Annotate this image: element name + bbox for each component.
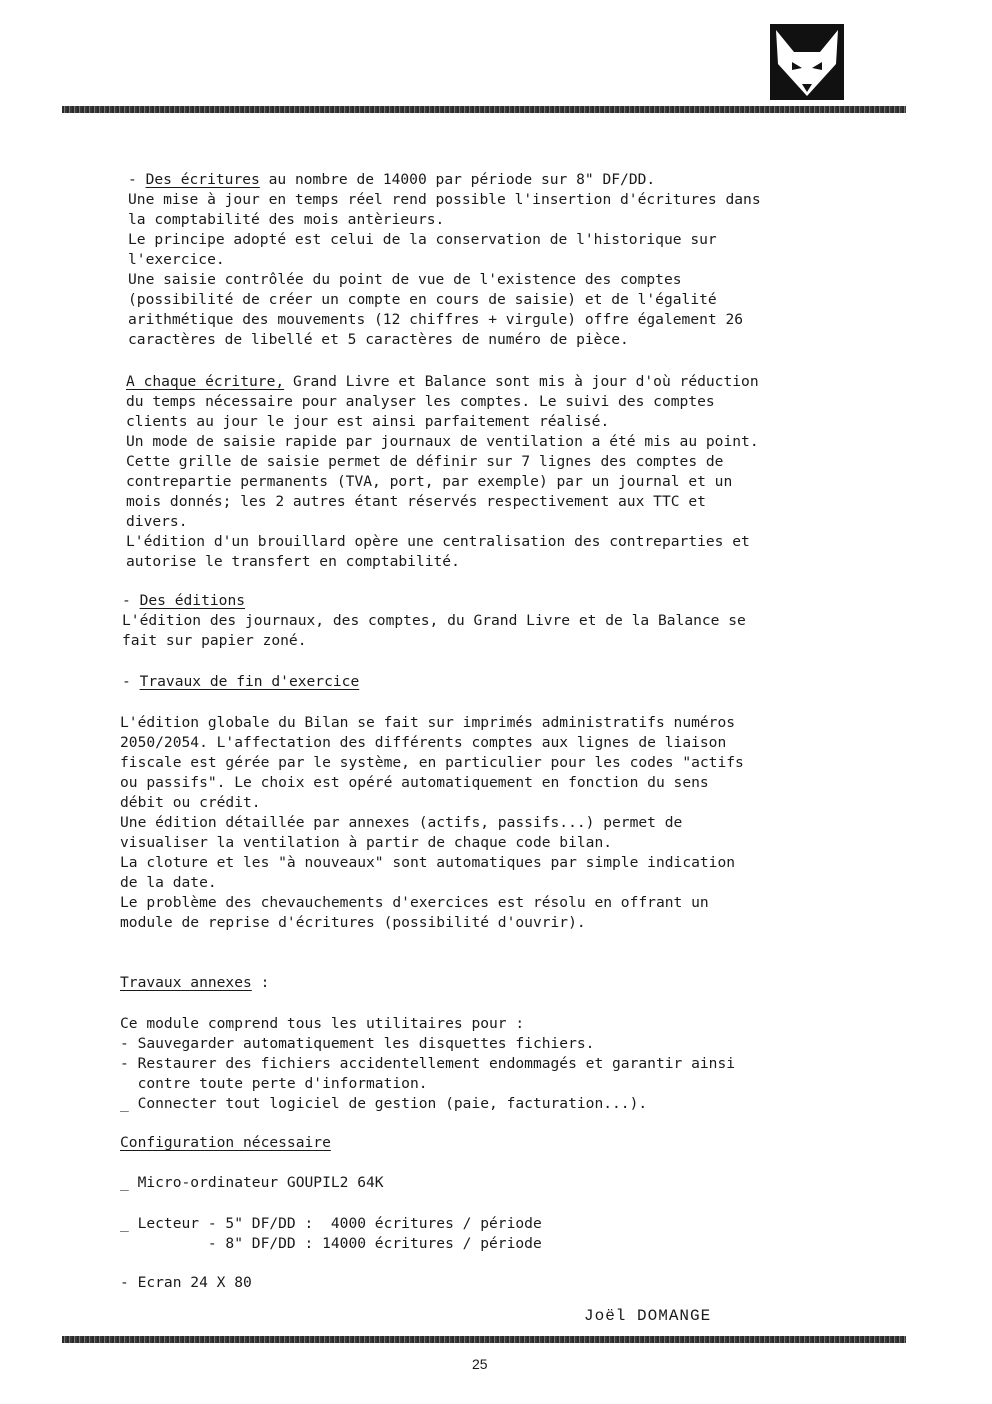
text-line: Un mode de saisie rapide par journaux de ventilation a été mis au point.	[126, 433, 759, 450]
list-item: - Restaurer des fichiers accidentellement endommagés et garantir ainsi	[120, 1055, 736, 1072]
config-lecteur-8: - 8" DF/DD : 14000 écritures / période	[120, 1235, 542, 1252]
text-line: autorise le transfert en comptabilité.	[126, 553, 460, 570]
text-line: Le problème des chevauchements d'exercices est résolu en offrant un	[120, 894, 709, 911]
text-line: Une mise à jour en temps réel rend possible l'insertion d'écritures dans	[128, 191, 761, 208]
text-line: Une édition détaillée par annexes (actifs, passifs...) permet de	[120, 814, 683, 831]
text-line: ou passifs". Le choix est opéré automatiquement en fonction du sens	[120, 774, 709, 791]
text-line: L'édition globale du Bilan se fait sur imprimés administratifs numéros	[120, 714, 736, 731]
text-line: la comptabilité des mois antèrieurs.	[128, 211, 445, 228]
section-editions: - Des éditions L'édition des journaux, des comptes, du Grand Livre et de la Balance se fait sur papier zoné.	[122, 592, 746, 649]
section-annexes-body	[120, 1014, 735, 1114]
text-line: Ce module comprend tous les utilitaires pour :	[120, 1015, 525, 1032]
page-number: 25	[472, 1356, 488, 1372]
text-line: Le principe adopté est celui de la conservation de l'historique sur	[128, 231, 717, 248]
section-ecritures: - Des écritures au nombre de 14000 par période sur 8" DF/DD. Une mise à jour en temps réel rend possible l'insertion d'écritures dans la comptabilité des mois antèrieurs. Le principe adopté est celui de la conservation de l'historique sur l'exercice. Une saisie contrôlée du point de vue de l'existence des comptes (possibilité de créer un compte en cours de saisie) et de l'égalité arithmétique des mouvements (12 chiffres + virgule) offre également 26 caractères de libellé et 5 caractères de numéro de pièce.	[128, 171, 761, 348]
heading-editions: Des éditions	[139, 592, 246, 609]
section-travaux-fin: - Travaux de fin d'exercice	[122, 673, 360, 690]
text-line: mois donnés; les 2 autres étant réservés respectivement aux TTC et	[126, 493, 706, 510]
text-line: Une saisie contrôlée du point de vue de l'existence des comptes	[128, 271, 682, 288]
text-line: l'exercice.	[128, 251, 225, 268]
section-configuration	[120, 1133, 331, 1153]
text-line: fait sur papier zoné.	[122, 632, 307, 649]
text-line: visualiser la ventilation à partir de chaque code bilan.	[120, 834, 613, 851]
list-item: contre toute perte d'information.	[120, 1075, 428, 1092]
text-line: arithmétique des mouvements (12 chiffres + virgule) offre également 26	[128, 311, 744, 328]
section-chaque-ecriture	[126, 372, 759, 572]
text-line: Cette grille de saisie permet de définir sur 7 lignes des comptes de	[126, 453, 724, 470]
header-rule	[62, 106, 906, 113]
config-micro: _ Micro-ordinateur GOUPIL2 64K	[120, 1174, 384, 1191]
text-line: L'édition des journaux, des comptes, du Grand Livre et de la Balance se	[122, 612, 746, 629]
heading-annexes-suffix: :	[251, 974, 270, 991]
list-item: _ Connecter tout logiciel de gestion (paie, facturation...).	[120, 1095, 648, 1112]
heading-chaque-suffix: Grand Livre et Balance sont mis à jour d'où réduction	[284, 373, 759, 390]
text-line: clients au jour le jour est ainsi parfaitement réalisé.	[126, 413, 610, 430]
heading-travaux-fin: Travaux de fin d'exercice	[139, 673, 360, 690]
text-line: fiscale est gérée par le système, en particulier pour les codes "actifs	[120, 754, 744, 771]
text-line: du temps nécessaire pour analyser les comptes. Le suivi des comptes	[126, 393, 715, 410]
text-line: de la date.	[120, 874, 217, 891]
config-lecteur	[120, 1214, 542, 1254]
text-line: (possibilité de créer un compte en cours de saisie) et de l'égalité	[128, 291, 717, 308]
section-travaux-annexes	[120, 973, 269, 993]
heading-configuration: Configuration nécessaire	[120, 1134, 331, 1151]
section-travaux-fin-body	[120, 713, 744, 933]
list-item: - Sauvegarder automatiquement les disquettes fichiers.	[120, 1035, 595, 1052]
text-line: divers.	[126, 513, 188, 530]
heading-ecritures: Des écritures	[145, 171, 260, 188]
config-lecteur-5: _ Lecteur - 5" DF/DD : 4000 écritures / période	[120, 1215, 542, 1232]
text-line: contrepartie permanents (TVA, port, par exemple) par un journal et un	[126, 473, 733, 490]
text-line: caractères de libellé et 5 caractères de numéro de pièce.	[128, 331, 629, 348]
text-line: La cloture et les "à nouveaux" sont automatiques par simple indication	[120, 854, 736, 871]
heading-travaux-annexes: Travaux annexes	[120, 974, 252, 991]
config-ecran: - Ecran 24 X 80	[120, 1274, 252, 1291]
text-line: 2050/2054. L'affectation des différents comptes aux lignes de liaison	[120, 734, 727, 751]
heading-ecritures-suffix: au nombre de 14000 par période sur 8" DF/DD.	[259, 171, 656, 188]
footer-rule	[62, 1336, 906, 1343]
heading-chaque-ecriture: A chaque écriture,	[126, 373, 285, 390]
fox-head-logo	[770, 24, 844, 100]
text-line: L'édition d'un brouillard opère une centralisation des contreparties et	[126, 533, 750, 550]
text-line: débit ou crédit.	[120, 794, 261, 811]
text-line: module de reprise d'écritures (possibilité d'ouvrir).	[120, 914, 586, 931]
signature: Joël DOMANGE	[584, 1307, 712, 1325]
